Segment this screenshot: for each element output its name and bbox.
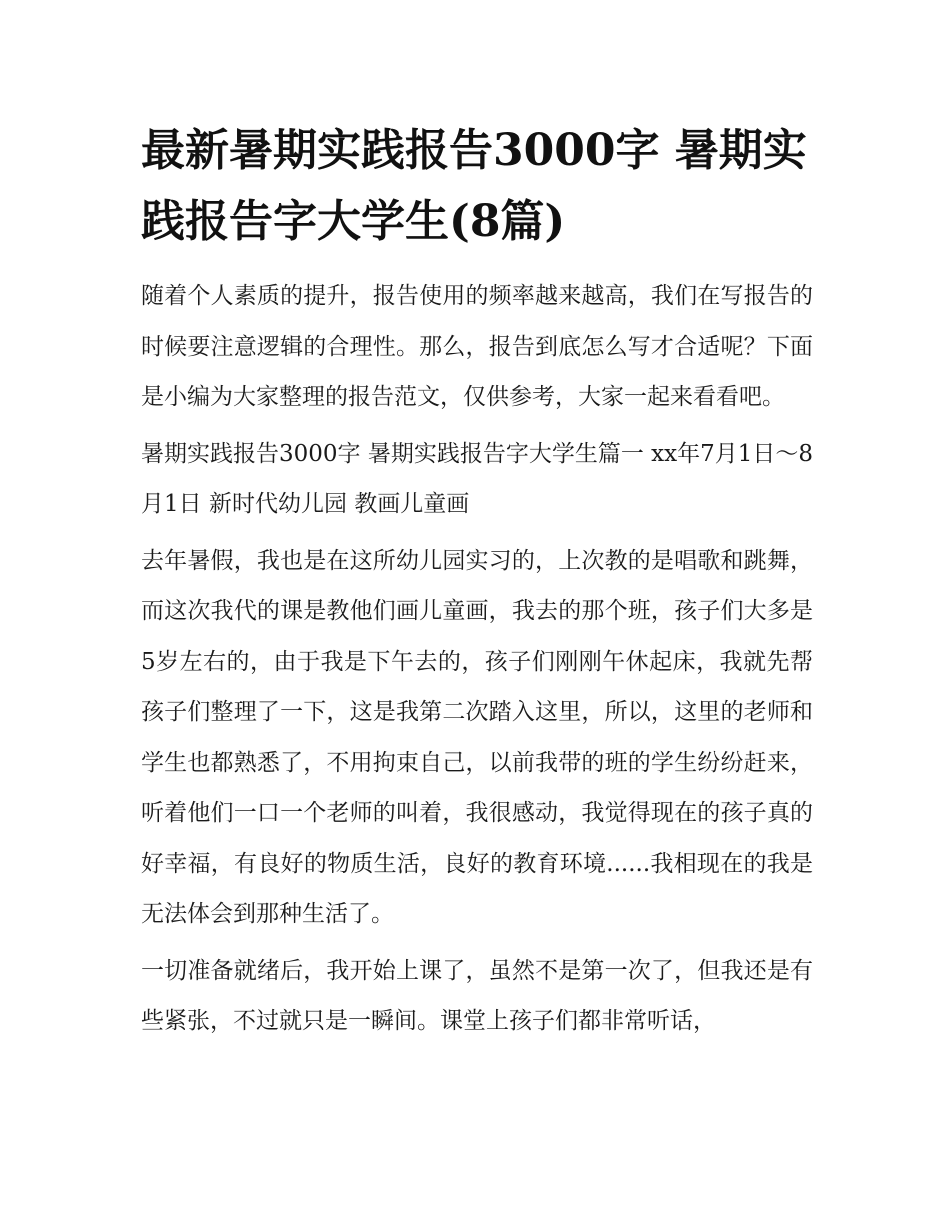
document-body bbox=[141, 115, 813, 1047]
document-title: 最新暑期实践报告3000字 暑期实践报告字大学生(8篇) bbox=[141, 125, 807, 247]
paragraph-section-heading: 暑期实践报告3000字 暑期实践报告字大学生篇一 xx年7月1日～8月1日 新时代幼儿园 教画儿童画 bbox=[141, 440, 813, 517]
paragraph-body: 一切准备就绪后，我开始上课了，虽然不是第一次了，但我还是有些紧张，不过就只是一瞬间。课堂上孩子们都非常听话， bbox=[141, 957, 813, 1034]
paragraph-intro: 随着个人素质的提升，报告使用的频率越来越高，我们在写报告的时候要注意逻辑的合理性。那么，报告到底怎么写才合适呢？下面是小编为大家整理的报告范文，仅供参考，大家一起来看看吧。 bbox=[141, 283, 813, 410]
paragraph-body: 去年暑假，我也是在这所幼儿园实习的，上次教的是唱歌和跳舞，而这次我代的课是教他们画儿童画，我去的那个班，孩子们大多是5岁左右的，由于我是下午去的，孩子们刚刚午休起床，我就先帮孩子们整理了一下，这是我第二次踏入这里，所以，这里的老师和学生也都熟悉了，不用拘束自己，以前我带的班的学生纷纷赶来，听着他们一口一个老师的叫着，我很感动，我觉得现在的孩子真的好幸福，有良好的物质生活，良好的教育环境......我相现在的我是无法体会到那种生活了。 bbox=[141, 547, 813, 927]
